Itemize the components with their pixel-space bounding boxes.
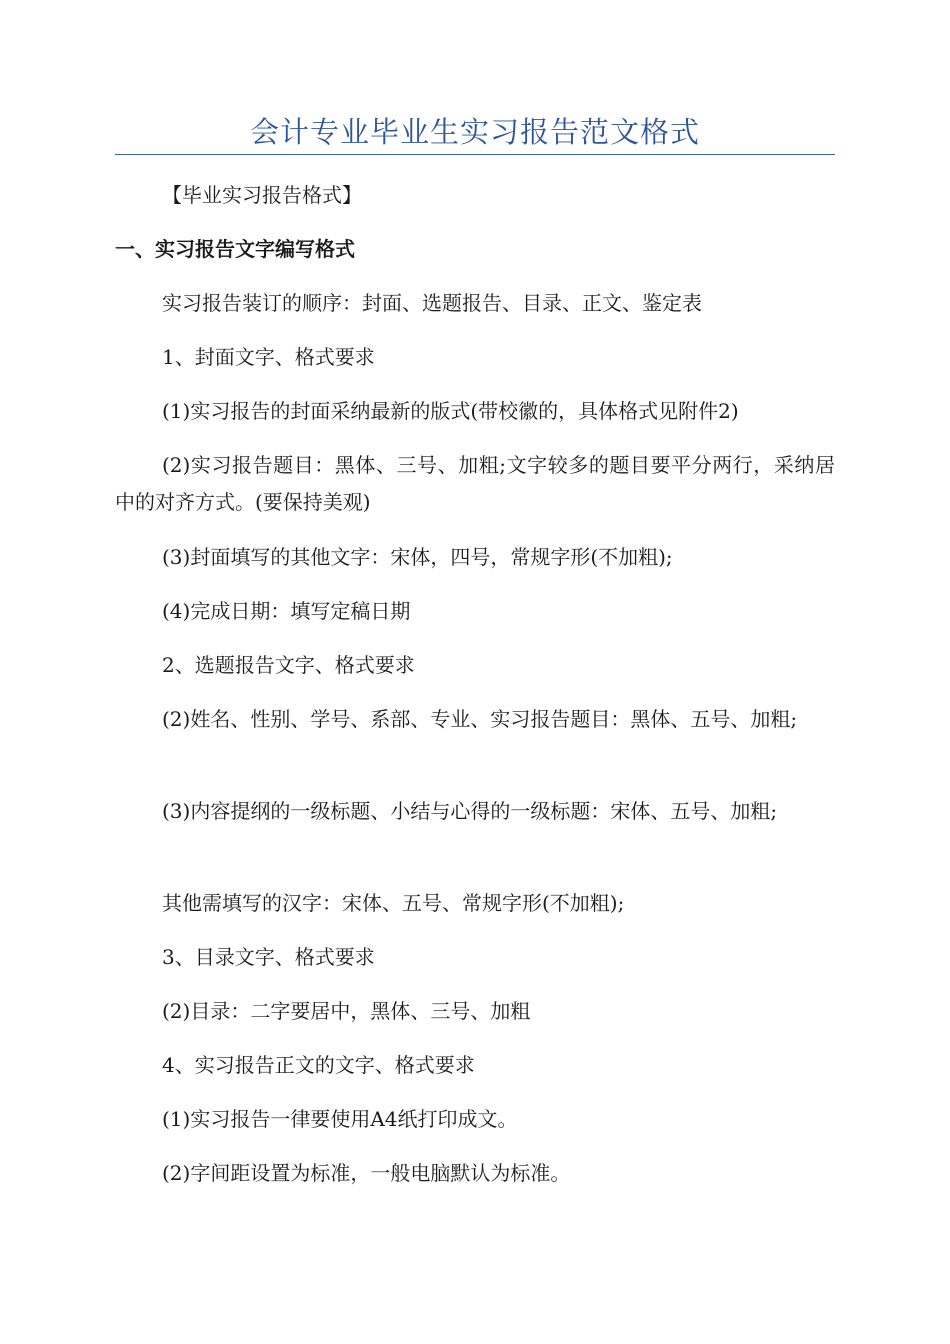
- paragraph: (3)内容提纲的一级标题、小结与心得的一级标题：宋体、五号、加粗;: [162, 799, 778, 823]
- paragraph: (2)字间距设置为标准，一般电脑默认为标准。: [162, 1161, 571, 1185]
- section-tag: 【毕业实习报告格式】: [162, 183, 362, 207]
- paragraph: 3、目录文字、格式要求: [162, 945, 375, 969]
- paragraph: 其他需填写的汉字：宋体、五号、常规字形(不加粗);: [162, 891, 625, 915]
- paragraph: (1)实习报告一律要使用A4纸打印成文。: [162, 1107, 518, 1131]
- paragraph: (4)完成日期：填写定稿日期: [162, 599, 411, 623]
- title-underline: [115, 154, 835, 155]
- paragraph: (2)姓名、性别、学号、系部、专业、实习报告题目：黑体、五号、加粗;: [162, 707, 798, 731]
- paragraph: 2、选题报告文字、格式要求: [162, 653, 415, 677]
- document-title: 会计专业毕业生实习报告范文格式: [249, 115, 700, 149]
- paragraph: (2)目录：二字要居中，黑体、三号、加粗: [162, 999, 531, 1023]
- heading-1: 一、实习报告文字编写格式: [115, 237, 355, 261]
- paragraph: 实习报告装订的顺序：封面、选题报告、目录、正文、鉴定表: [162, 291, 702, 315]
- paragraph: (1)实习报告的封面采纳最新的版式(带校徽的，具体格式见附件2): [162, 399, 739, 423]
- paragraph: (2)实习报告题目：黑体、三号、加粗;文字较多的题目要平分两行，采纳居中的对齐方式。(要保持美观): [115, 453, 835, 514]
- paragraph: 4、实习报告正文的文字、格式要求: [162, 1053, 475, 1077]
- paragraph: (3)封面填写的其他文字：宋体，四号，常规字形(不加粗);: [162, 545, 673, 569]
- paragraph: 1、封面文字、格式要求: [162, 345, 375, 369]
